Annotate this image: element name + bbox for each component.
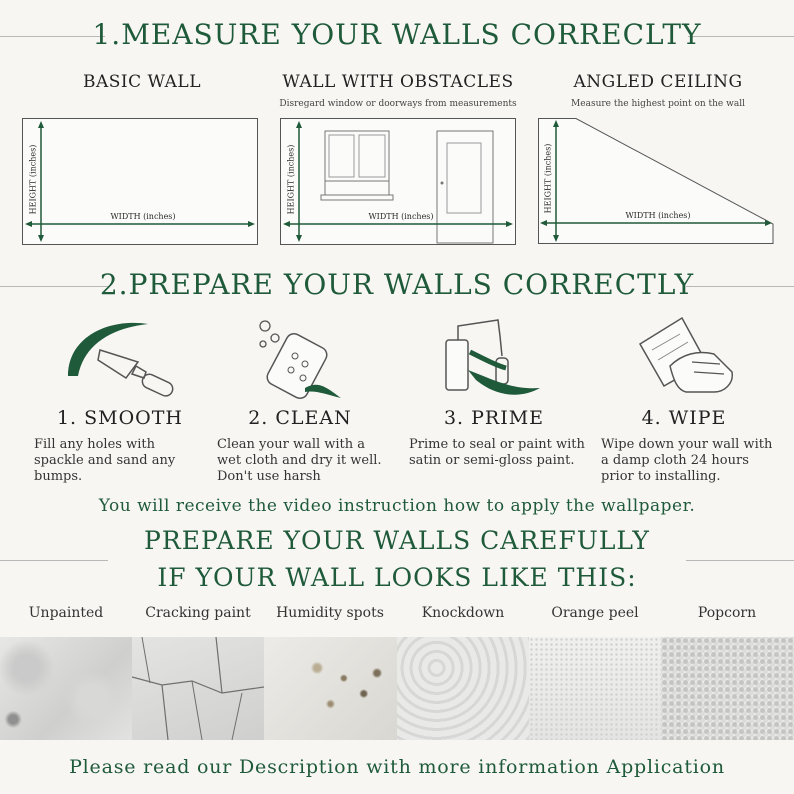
basic-wall-measure-arrows — [23, 119, 257, 244]
cracks-drawing — [132, 637, 264, 740]
wall-obstacles-height-label: HEIGHT (inches) — [286, 144, 296, 215]
section3-heading-line2: IF YOUR WALL LOOKS LIKE THIS: — [157, 563, 637, 592]
texture-image-popcorn — [661, 637, 794, 740]
section3-rule-right — [686, 560, 794, 561]
panel-title-wall-obstacles: WALL WITH OBSTACLES — [282, 72, 514, 92]
section3-heading-line1: PREPARE YOUR WALLS CAREFULLY — [144, 526, 650, 555]
panel-title-angled-ceiling: ANGLED CEILING — [573, 72, 743, 92]
texture-label-popcorn: Popcorn — [697, 605, 757, 621]
texture-label-unpainted: Unpainted — [28, 605, 104, 621]
panel-note-wall-obstacles: Disregard window or doorways from measurements — [279, 99, 517, 109]
wall-obstacles-width-label: WIDTH (inches) — [368, 212, 434, 221]
step-title-prime: 3. PRIME — [443, 407, 545, 429]
texture-label-cracking-paint: Cracking paint — [145, 605, 251, 621]
angled-ceiling-diagram — [538, 118, 774, 244]
cloth-hand-icon — [634, 314, 744, 404]
step-text-clean: Clean your wall with a wet cloth and dry it well. Don't use harsh — [217, 437, 382, 484]
texture-image-orange-peel — [529, 637, 661, 740]
step-text-prime: Prime to seal or paint with satin or semi-gloss paint. — [409, 437, 585, 468]
section3-rule-left — [0, 560, 108, 561]
wall-obstacles-drawing — [281, 119, 515, 244]
panel-note-angled-ceiling: Measure the highest point on the wall — [571, 99, 745, 109]
step-text-smooth: Fill any holes with spackle and sand any bumps. — [34, 437, 176, 484]
video-instruction-note: You will receive the video instruction how to apply the wallpaper. — [98, 496, 696, 516]
panel-title-basic-wall: BASIC WALL — [82, 72, 202, 92]
wall-obstacles-diagram — [280, 118, 516, 245]
angled-ceiling-width-label: WIDTH (inches) — [625, 211, 691, 220]
basic-wall-height-label: HEIGHT (inches) — [28, 144, 38, 215]
texture-image-knockdown — [397, 637, 529, 740]
spatula-icon — [60, 316, 190, 406]
step-title-smooth: 1. SMOOTH — [56, 407, 184, 429]
texture-image-humidity-spots — [264, 637, 397, 740]
basic-wall-diagram — [22, 118, 258, 245]
step-title-wipe: 4. WIPE — [641, 407, 727, 429]
texture-label-knockdown: Knockdown — [421, 605, 505, 621]
angled-ceiling-height-label: HEIGHT (inches) — [543, 143, 553, 214]
texture-label-humidity-spots: Humidity spots — [276, 605, 384, 621]
texture-label-orange-peel: Orange peel — [551, 605, 639, 621]
section1-heading: 1.MEASURE YOUR WALLS CORRECLTY — [92, 18, 702, 51]
footer-note: Please read our Description with more information Application — [69, 756, 725, 778]
paint-roller-icon — [440, 316, 550, 406]
step-title-clean: 2. CLEAN — [248, 407, 352, 429]
basic-wall-width-label: WIDTH (inches) — [110, 212, 176, 221]
texture-image-cracking-paint — [132, 637, 264, 740]
texture-image-unpainted — [0, 637, 132, 740]
sponge-icon — [255, 318, 355, 408]
step-text-wipe: Wipe down your wall with a damp cloth 24 hours prior to installing. — [601, 437, 773, 484]
section2-heading: 2.PREPARE YOUR WALLS CORRECTLY — [99, 268, 695, 301]
angled-ceiling-drawing — [538, 118, 774, 244]
